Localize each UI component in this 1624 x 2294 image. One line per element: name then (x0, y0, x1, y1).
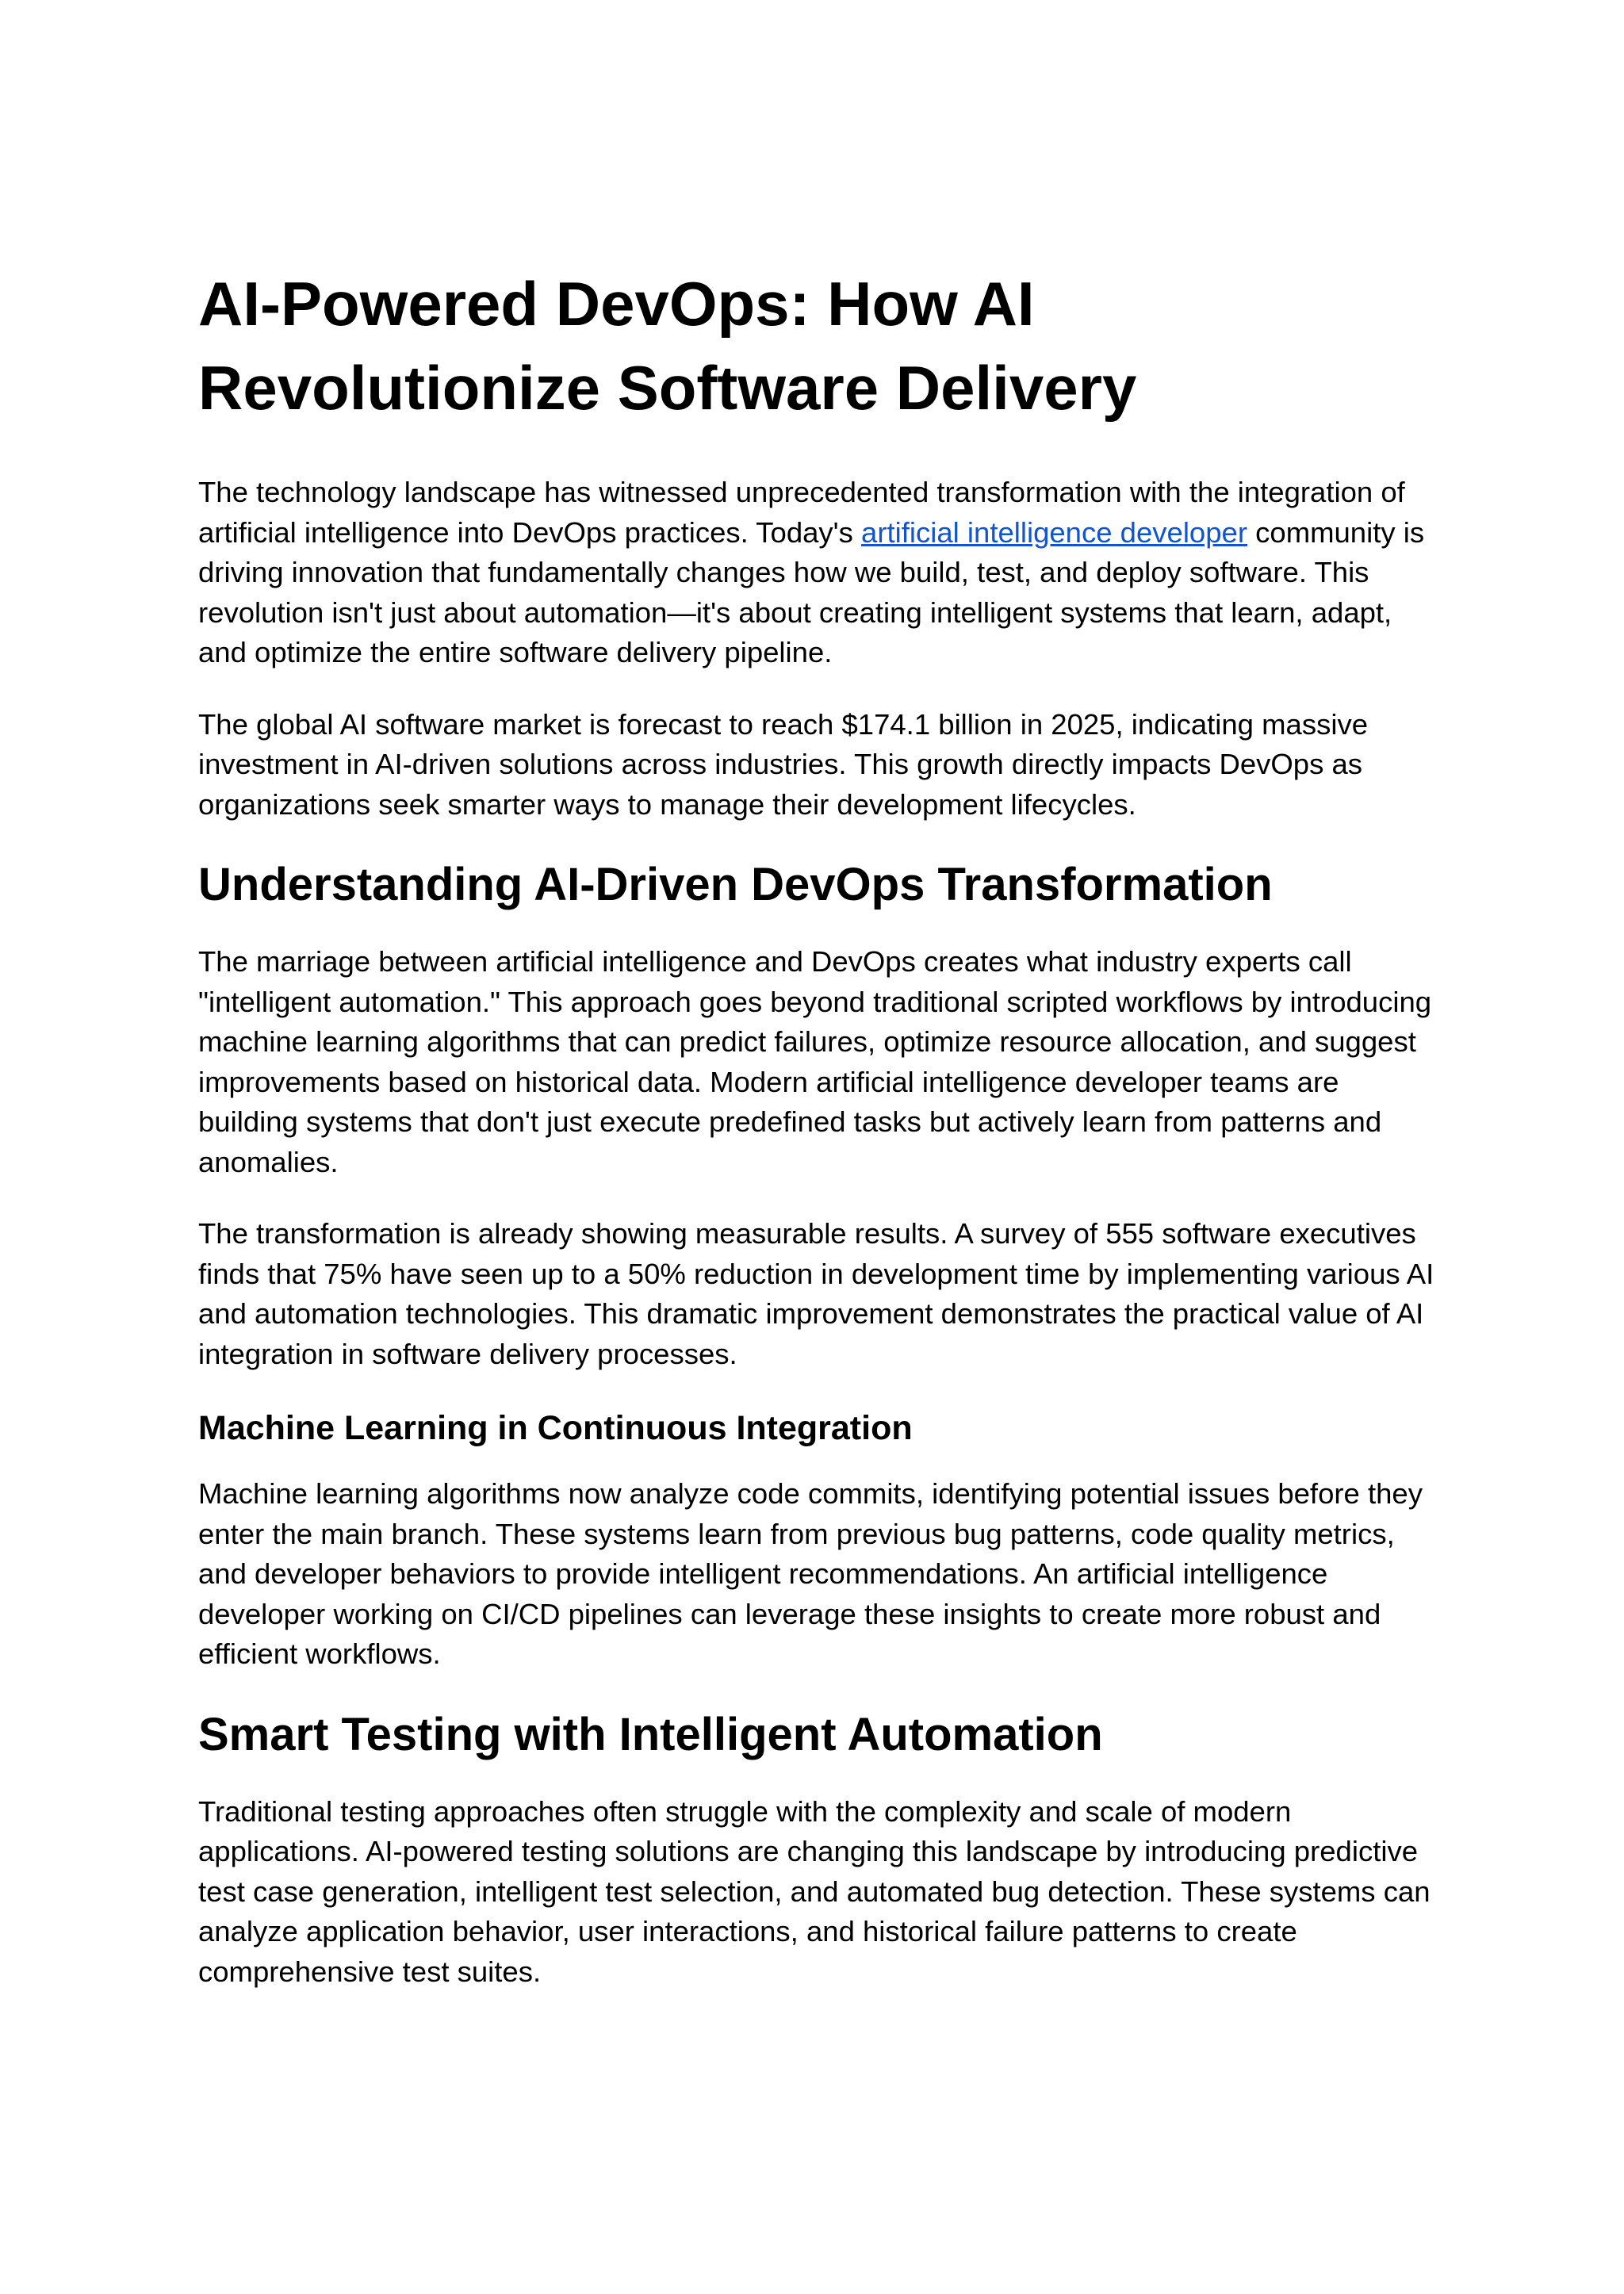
intro-paragraph-2: The global AI software market is forecast to reach $174.1 billion in 2025, indicating massive investment in AI-driven solutions across industries. This growth directly impacts DevOps as organizations seek smarter ways to manage their development lifecycles. (198, 707, 1368, 821)
section1-paragraph-2: The transformation is already showing measurable results. A survey of 555 software executives finds that 75% have seen up to a 50% reduction in development time by implementing various AI and automation technologies. This dramatic improvement demonstrates the practical value of AI integration in software delivery processes. (198, 1217, 1434, 1370)
document-body (198, 262, 1435, 2024)
section-heading-understanding: Understanding AI-Driven DevOps Transformation (198, 859, 1273, 910)
document-title: AI-Powered DevOps: How AI Revolutionize Software Delivery (198, 269, 1137, 423)
intro-text-after-link: community is driving innovation that fundamentally changes how we build, test, and deploy software. This revolution isn't just about automation—it's about creating intelligent systems that learn, adapt, and optimize the entire software delivery pipeline. (198, 515, 1425, 668)
intro-paragraph-1 (198, 473, 1435, 673)
subsection-paragraph-1: Machine learning algorithms now analyze code commits, identifying potential issues before they enter the main branch. These systems learn from previous bug patterns, code quality metrics, and developer behaviors to provide intelligent recommendations. An artificial intelligence developer working on CI/CD pipelines can leverage these insights to create more robust and efficient workflows. (198, 1477, 1423, 1670)
subsection-heading-machine-learning: Machine Learning in Continuous Integration (198, 1409, 913, 1447)
artificial-intelligence-developer-link[interactable]: artificial intelligence developer (861, 515, 1247, 549)
section2-paragraph-1: Traditional testing approaches often struggle with the complexity and scale of modern applications. AI-powered testing solutions are changing this landscape by introducing predictive test case generation, intelligent test selection, and automated bug detection. These systems can analyze application behavior, user interactions, and historical failure patterns to create comprehensive test suites. (198, 1794, 1431, 1988)
section1-paragraph-1: The marriage between artificial intelligence and DevOps creates what industry experts call "intelligent automation." This approach goes beyond traditional scripted workflows by introducing machine learning algorithms that can predict failures, optimize resource allocation, and suggest improvements based on historical data. Modern artificial intelligence developer teams are building systems that don't just execute predefined tasks but actively learn from patterns and anomalies. (198, 945, 1432, 1178)
intro-text-before-link: The technology landscape has witnessed unprecedented transformation with the integration of artificial intelligence into DevOps practices. Today's (198, 476, 1405, 549)
section-heading-smart-testing: Smart Testing with Intelligent Automation (198, 1708, 1103, 1760)
